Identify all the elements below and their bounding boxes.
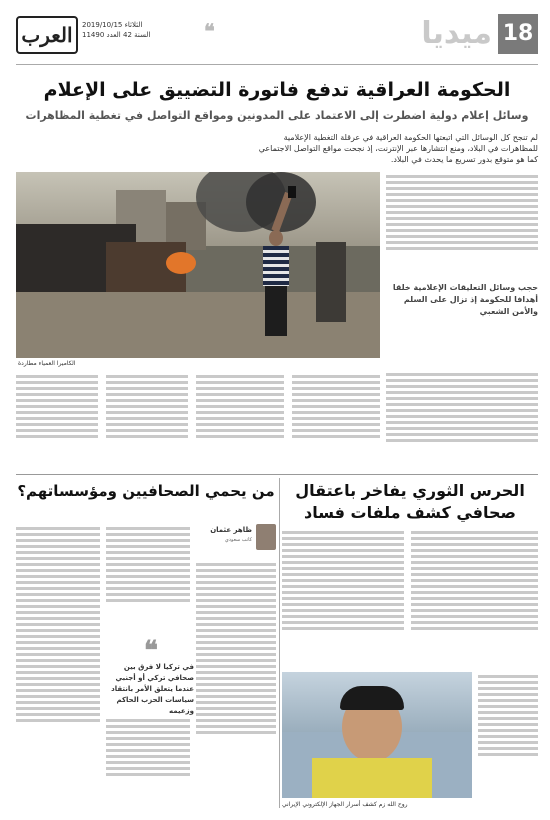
text-line (16, 557, 100, 560)
text-line (411, 567, 538, 570)
body-text-column (106, 524, 190, 634)
photo-bystander (316, 242, 346, 322)
text-line (292, 399, 380, 402)
page-number-badge: 18 (498, 14, 538, 54)
text-line (16, 563, 100, 566)
text-line (282, 597, 404, 600)
text-line (282, 579, 404, 582)
text-line (386, 187, 538, 190)
journalist-photo (282, 672, 472, 798)
text-line (16, 435, 98, 438)
text-line (411, 531, 538, 534)
text-line (196, 725, 276, 728)
text-line (196, 683, 276, 686)
text-line (196, 719, 276, 722)
text-line (16, 665, 100, 668)
text-line (386, 379, 538, 382)
body-text-column (196, 372, 284, 470)
text-line (282, 543, 404, 546)
photo-man (260, 230, 290, 340)
main-photo-caption: الكاميرا العمياء مطاردة (18, 360, 76, 367)
text-line (386, 403, 538, 406)
text-line (106, 749, 190, 752)
text-line (282, 573, 404, 576)
text-line (386, 235, 538, 238)
text-line (386, 181, 538, 184)
text-line (478, 729, 538, 732)
text-line (411, 585, 538, 588)
text-line (106, 545, 190, 548)
text-line (16, 551, 100, 554)
writer-name: ظاهر عثمان (210, 526, 252, 534)
text-line (16, 381, 98, 384)
text-line (411, 543, 538, 546)
section-title: ميديا (421, 16, 492, 51)
text-line (106, 417, 188, 420)
text-line (292, 411, 380, 414)
text-line (106, 767, 190, 770)
text-line (16, 545, 100, 548)
issue-number: السنة 42 العدد 11490 (82, 31, 151, 39)
header-rule (16, 64, 538, 65)
text-line (386, 199, 538, 202)
text-line (16, 375, 98, 378)
text-line (478, 711, 538, 714)
text-line (411, 561, 538, 564)
text-line (478, 753, 538, 756)
photo-hair (340, 686, 404, 710)
text-line (16, 575, 100, 578)
text-line (16, 659, 100, 662)
text-line (16, 629, 100, 632)
text-line (106, 423, 188, 426)
story-three-quote (108, 636, 194, 717)
story-two-headline: الحرس الثوري يفاخر باعتقال صحافي كشف ملفات فساد (295, 481, 525, 522)
issue-meta (82, 20, 182, 40)
text-line (196, 387, 284, 390)
text-line (196, 623, 276, 626)
text-line (478, 717, 538, 720)
text-line (106, 557, 190, 560)
text-line (282, 555, 404, 558)
text-line (282, 615, 404, 618)
text-line (16, 423, 98, 426)
text-line (196, 605, 276, 608)
text-line (411, 555, 538, 558)
text-line (106, 743, 190, 746)
text-line (16, 405, 98, 408)
text-line (196, 411, 284, 414)
text-line (196, 665, 276, 668)
text-line (386, 247, 538, 250)
text-line (196, 405, 284, 408)
text-line (196, 677, 276, 680)
text-line (106, 755, 190, 758)
pull-quote: حجب وسائل التعليقات الإعلامية خلقا أهدافا للحكومة إذ تزال على السلم والأمن الشعبي (392, 283, 538, 316)
text-line (196, 635, 276, 638)
text-line (292, 435, 380, 438)
text-line (16, 623, 100, 626)
text-line (386, 385, 538, 388)
text-line (196, 695, 276, 698)
text-line (196, 581, 276, 584)
text-line (478, 687, 538, 690)
text-line (16, 569, 100, 572)
text-line (411, 603, 538, 606)
text-line (282, 561, 404, 564)
text-line (386, 427, 538, 430)
text-line (16, 683, 100, 686)
text-line (106, 587, 190, 590)
text-line (16, 695, 100, 698)
text-line (196, 713, 276, 716)
text-line (386, 373, 538, 376)
text-line (196, 575, 276, 578)
text-line (478, 693, 538, 696)
text-line (16, 539, 100, 542)
text-line (196, 569, 276, 572)
quote-mark-icon: ❝ (144, 636, 158, 666)
text-line (282, 549, 404, 552)
text-line (386, 217, 538, 220)
text-line (411, 591, 538, 594)
text-line (411, 579, 538, 582)
text-line (16, 641, 100, 644)
text-line (386, 391, 538, 394)
text-line (16, 713, 100, 716)
text-line (196, 417, 284, 420)
text-line (106, 381, 188, 384)
text-line (16, 605, 100, 608)
body-text-column (16, 524, 100, 798)
text-line (196, 563, 276, 566)
text-line (106, 539, 190, 542)
text-line (16, 527, 100, 530)
text-line (478, 747, 538, 750)
text-line (386, 415, 538, 418)
text-line (16, 617, 100, 620)
text-line (411, 537, 538, 540)
story-three-headline: من يحمي الصحافيين ومؤسساتهم؟ (17, 482, 275, 500)
text-line (106, 399, 188, 402)
text-line (106, 719, 190, 722)
body-text-column (411, 528, 538, 668)
text-line (386, 229, 538, 232)
text-line (386, 211, 538, 214)
text-line (478, 741, 538, 744)
issue-date: الثلاثاء 2019/10/15 (82, 21, 143, 29)
text-line (106, 761, 190, 764)
text-line (478, 723, 538, 726)
photo-phone (288, 186, 296, 198)
text-line (196, 689, 276, 692)
text-line (196, 393, 284, 396)
text-line (106, 393, 188, 396)
text-line (386, 193, 538, 196)
text-line (16, 635, 100, 638)
text-line (16, 587, 100, 590)
text-line (16, 611, 100, 614)
text-line (282, 591, 404, 594)
main-lead: لم تنجح كل الوسائل التي اتبعتها الحكومة العراقية في عرقلة التغطية الإعلامية للمظاهرات في البلاد، ومنع انتشارها عبر الإنترنت، إذ نجحت مواقع التواصل الاجتماعي كما هو متوقع بدور تسريع ما يحدث في البلاد. (258, 133, 538, 164)
text-line (478, 699, 538, 702)
text-line (478, 735, 538, 738)
text-line (411, 621, 538, 624)
text-line (292, 429, 380, 432)
text-line (196, 629, 276, 632)
text-line (386, 175, 538, 178)
text-line (292, 417, 380, 420)
text-line (196, 659, 276, 662)
text-line (292, 381, 380, 384)
text-line (292, 405, 380, 408)
text-line (411, 573, 538, 576)
text-line (16, 411, 98, 414)
text-line (196, 653, 276, 656)
text-line (292, 393, 380, 396)
main-subheadline: وسائل إعلام دولية اضطرت إلى الاعتماد على المدونين ومواقع التواصل في تغطية المظاهرات (25, 109, 529, 122)
text-line (411, 549, 538, 552)
body-text-column (282, 528, 404, 668)
text-line (282, 603, 404, 606)
text-line (16, 647, 100, 650)
body-text-column (106, 372, 188, 470)
photo-shirt (312, 758, 432, 798)
text-line (106, 731, 190, 734)
text-line (386, 205, 538, 208)
text-line (386, 397, 538, 400)
page-header (16, 14, 538, 64)
text-line (16, 701, 100, 704)
text-line (16, 677, 100, 680)
text-line (16, 533, 100, 536)
text-line (282, 585, 404, 588)
text-line (411, 609, 538, 612)
newspaper-logo: العرب (16, 16, 78, 54)
text-line (411, 627, 538, 630)
text-line (196, 611, 276, 614)
text-line (16, 387, 98, 390)
text-line (106, 575, 190, 578)
section-divider (16, 474, 538, 475)
text-line (16, 429, 98, 432)
text-line (292, 423, 380, 426)
text-line (196, 707, 276, 710)
text-line (106, 563, 190, 566)
journalist-photo-caption: روح الله زم كشف أسرار الجهاز الإلكتروني الإيراني (282, 801, 408, 808)
text-line (16, 689, 100, 692)
text-line (106, 569, 190, 572)
body-text-column (478, 672, 538, 798)
text-line (196, 375, 284, 378)
writer-role: كاتب سعودي (224, 537, 252, 543)
text-line (282, 567, 404, 570)
text-line (16, 393, 98, 396)
story-three-quote-text: في تركيا لا فرق بين صحافي تركي أو أجنبي عندما يتعلق الأمر بانتقاد سياسات الحزب الحاكم وزعيمه (111, 663, 194, 715)
text-line (106, 435, 188, 438)
text-line (282, 537, 404, 540)
text-line (196, 731, 276, 734)
text-line (292, 387, 380, 390)
text-line (16, 653, 100, 656)
text-line (196, 423, 284, 426)
text-line (106, 429, 188, 432)
text-line (16, 719, 100, 722)
text-line (411, 597, 538, 600)
body-text-column (386, 172, 538, 278)
avatar (256, 524, 276, 550)
column-rule (279, 478, 280, 808)
text-line (106, 551, 190, 554)
text-line (386, 433, 538, 436)
text-line (106, 411, 188, 414)
text-line (106, 737, 190, 740)
text-line (196, 641, 276, 644)
text-line (196, 647, 276, 650)
body-text-column (106, 716, 190, 798)
body-text-column (292, 372, 380, 470)
text-line (196, 671, 276, 674)
text-line (386, 223, 538, 226)
text-line (196, 599, 276, 602)
text-line (282, 609, 404, 612)
text-line (386, 241, 538, 244)
text-line (16, 707, 100, 710)
text-line (292, 375, 380, 378)
text-line (282, 531, 404, 534)
text-line (106, 387, 188, 390)
text-line (196, 617, 276, 620)
text-line (106, 527, 190, 530)
byline (196, 524, 276, 554)
text-line (16, 399, 98, 402)
text-line (386, 439, 538, 442)
text-line (478, 675, 538, 678)
text-line (106, 599, 190, 602)
text-line (16, 671, 100, 674)
text-line (196, 701, 276, 704)
text-line (478, 681, 538, 684)
text-line (106, 405, 188, 408)
protest-photo (16, 172, 380, 358)
text-line (16, 417, 98, 420)
photo-fire (166, 252, 196, 274)
text-line (16, 599, 100, 602)
body-text-column (16, 372, 98, 470)
text-line (478, 705, 538, 708)
text-line (196, 593, 276, 596)
text-line (282, 627, 404, 630)
text-line (106, 581, 190, 584)
text-line (106, 375, 188, 378)
text-line (386, 421, 538, 424)
body-text-column (386, 370, 538, 470)
text-line (196, 587, 276, 590)
text-line (411, 615, 538, 618)
text-line (196, 429, 284, 432)
body-text-column (196, 560, 276, 798)
quote-icon: ❝ (204, 19, 215, 43)
text-line (106, 725, 190, 728)
text-line (282, 621, 404, 624)
text-line (196, 381, 284, 384)
text-line (106, 773, 190, 776)
main-headline: الحكومة العراقية تدفع فاتورة التضييق على الإعلام (43, 79, 511, 101)
text-line (16, 581, 100, 584)
text-line (106, 533, 190, 536)
text-line (386, 409, 538, 412)
text-line (106, 593, 190, 596)
text-line (16, 593, 100, 596)
text-line (196, 399, 284, 402)
text-line (196, 435, 284, 438)
